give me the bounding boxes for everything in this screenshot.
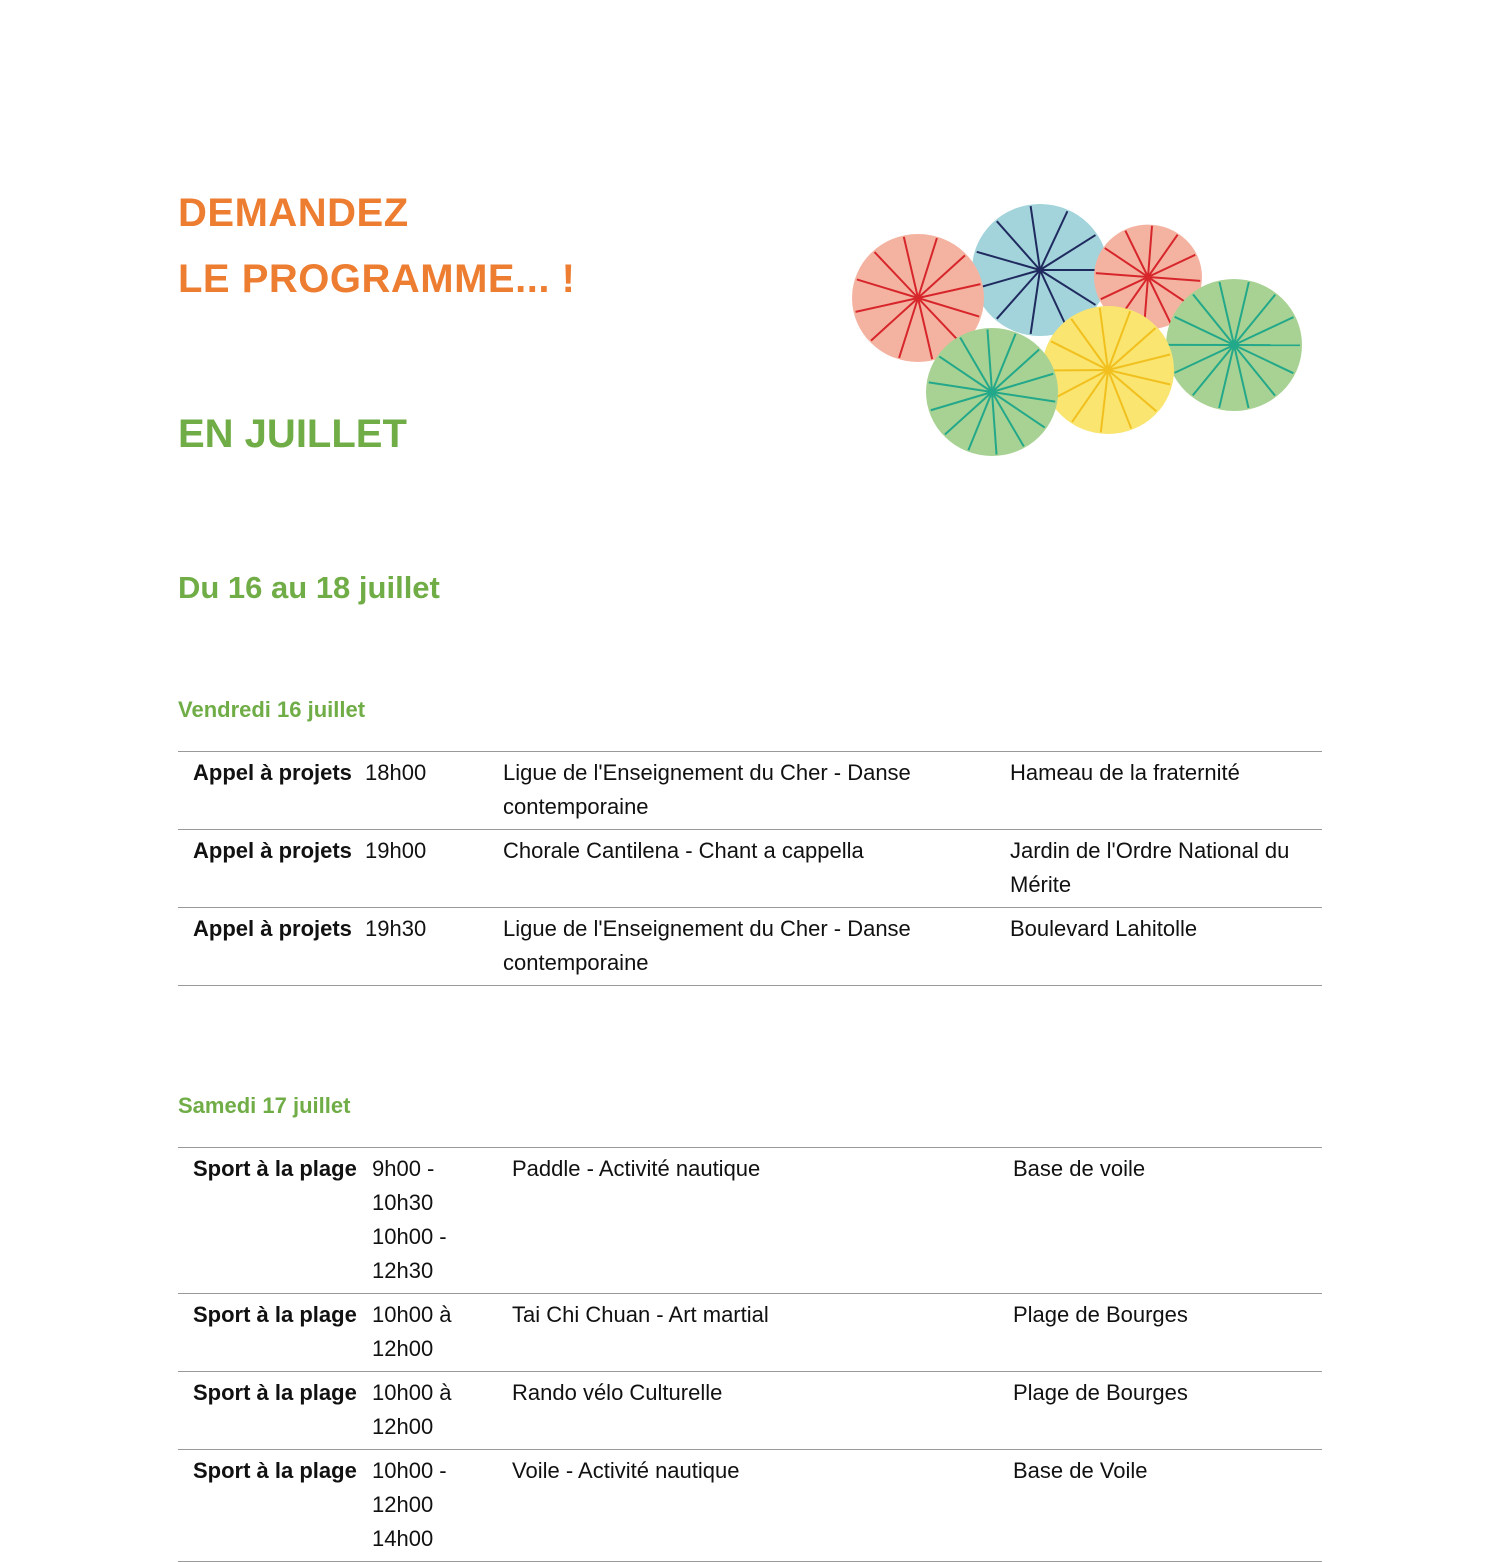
table-row <box>178 752 1322 830</box>
activity-text: Ligue de l'Enseignement du Cher - Danse contemporaine <box>503 756 1010 824</box>
time2-text: 10h00 - 12h30 <box>372 1220 482 1288</box>
activity-text: Paddle - Activité nautique <box>512 1152 1013 1186</box>
category-text: Appel à projets <box>193 756 365 790</box>
activity-cell <box>512 1372 1013 1450</box>
activity-cell <box>503 908 1010 986</box>
time-cell <box>365 830 503 908</box>
time2-text: 14h00 <box>372 1522 482 1556</box>
place-cell <box>1010 908 1322 986</box>
time-text: 10h00 - 12h00 <box>372 1454 482 1522</box>
category-cell <box>178 830 365 908</box>
place-cell <box>1013 1372 1322 1450</box>
parasol-icon <box>1166 279 1302 411</box>
parasol-icon <box>1042 306 1174 434</box>
category-text: Appel à projets <box>193 912 365 946</box>
category-cell <box>178 1450 372 1562</box>
time-text: 10h00 à 12h00 <box>372 1298 482 1366</box>
time-text: 9h00 - 10h30 <box>372 1152 482 1220</box>
place-cell <box>1010 830 1322 908</box>
place-text: Base de Voile <box>1013 1454 1322 1488</box>
category-text: Appel à projets <box>193 834 365 868</box>
activity-text: Chorale Cantilena - Chant a cappella <box>503 834 1010 868</box>
time-text: 19h30 <box>365 912 473 946</box>
activity-cell <box>503 830 1010 908</box>
parasol-icon <box>926 328 1058 456</box>
place-text: Hameau de la fraternité <box>1010 756 1322 790</box>
activity-text: Voile - Activité nautique <box>512 1454 1013 1488</box>
category-cell <box>178 1294 372 1372</box>
table-row <box>178 830 1322 908</box>
place-text: Plage de Bourges <box>1013 1298 1322 1332</box>
time-cell <box>365 752 503 830</box>
category-cell <box>178 1148 372 1294</box>
date-range-heading: Du 16 au 18 juillet <box>178 570 440 606</box>
activity-cell <box>512 1148 1013 1294</box>
activity-text: Rando vélo Culturelle <box>512 1376 1013 1410</box>
time-cell <box>372 1148 512 1294</box>
title-line-1: DEMANDEZ <box>178 180 575 246</box>
table-row <box>178 1148 1322 1294</box>
friday-schedule-table <box>178 751 1322 986</box>
activity-text: Tai Chi Chuan - Art martial <box>512 1298 1013 1332</box>
category-text: Sport à la plage <box>193 1376 372 1410</box>
activity-text: Ligue de l'Enseignement du Cher - Danse contemporaine <box>503 912 1010 980</box>
place-cell <box>1010 752 1322 830</box>
table-row <box>178 1372 1322 1450</box>
time-cell <box>372 1450 512 1562</box>
month-heading: EN JUILLET <box>178 412 407 457</box>
time-text: 19h00 <box>365 834 473 868</box>
table-row <box>178 908 1322 986</box>
title-line-2: LE PROGRAMME... ! <box>178 246 575 312</box>
place-text: Plage de Bourges <box>1013 1376 1322 1410</box>
place-text: Boulevard Lahitolle <box>1010 912 1322 946</box>
place-text: Jardin de l'Ordre National du Mérite <box>1010 834 1322 902</box>
table-row <box>178 1294 1322 1372</box>
category-cell <box>178 752 365 830</box>
day-heading-saturday: Samedi 17 juillet <box>178 1093 350 1119</box>
category-text: Sport à la plage <box>193 1298 372 1332</box>
activity-cell <box>503 752 1010 830</box>
page-title <box>178 180 575 312</box>
activity-cell <box>512 1294 1013 1372</box>
category-text: Sport à la plage <box>193 1152 372 1186</box>
time-cell <box>365 908 503 986</box>
place-cell <box>1013 1294 1322 1372</box>
day-heading-friday: Vendredi 16 juillet <box>178 697 365 723</box>
time-cell <box>372 1372 512 1450</box>
time-cell <box>372 1294 512 1372</box>
time-text: 10h00 à 12h00 <box>372 1376 482 1444</box>
parasols-illustration-icon <box>850 195 1310 465</box>
category-cell <box>178 908 365 986</box>
place-cell <box>1013 1148 1322 1294</box>
time-text: 18h00 <box>365 756 473 790</box>
table-row <box>178 1450 1322 1562</box>
activity-cell <box>512 1450 1013 1562</box>
category-cell <box>178 1372 372 1450</box>
place-text: Base de voile <box>1013 1152 1322 1186</box>
category-text: Sport à la plage <box>193 1454 372 1488</box>
place-cell <box>1013 1450 1322 1562</box>
